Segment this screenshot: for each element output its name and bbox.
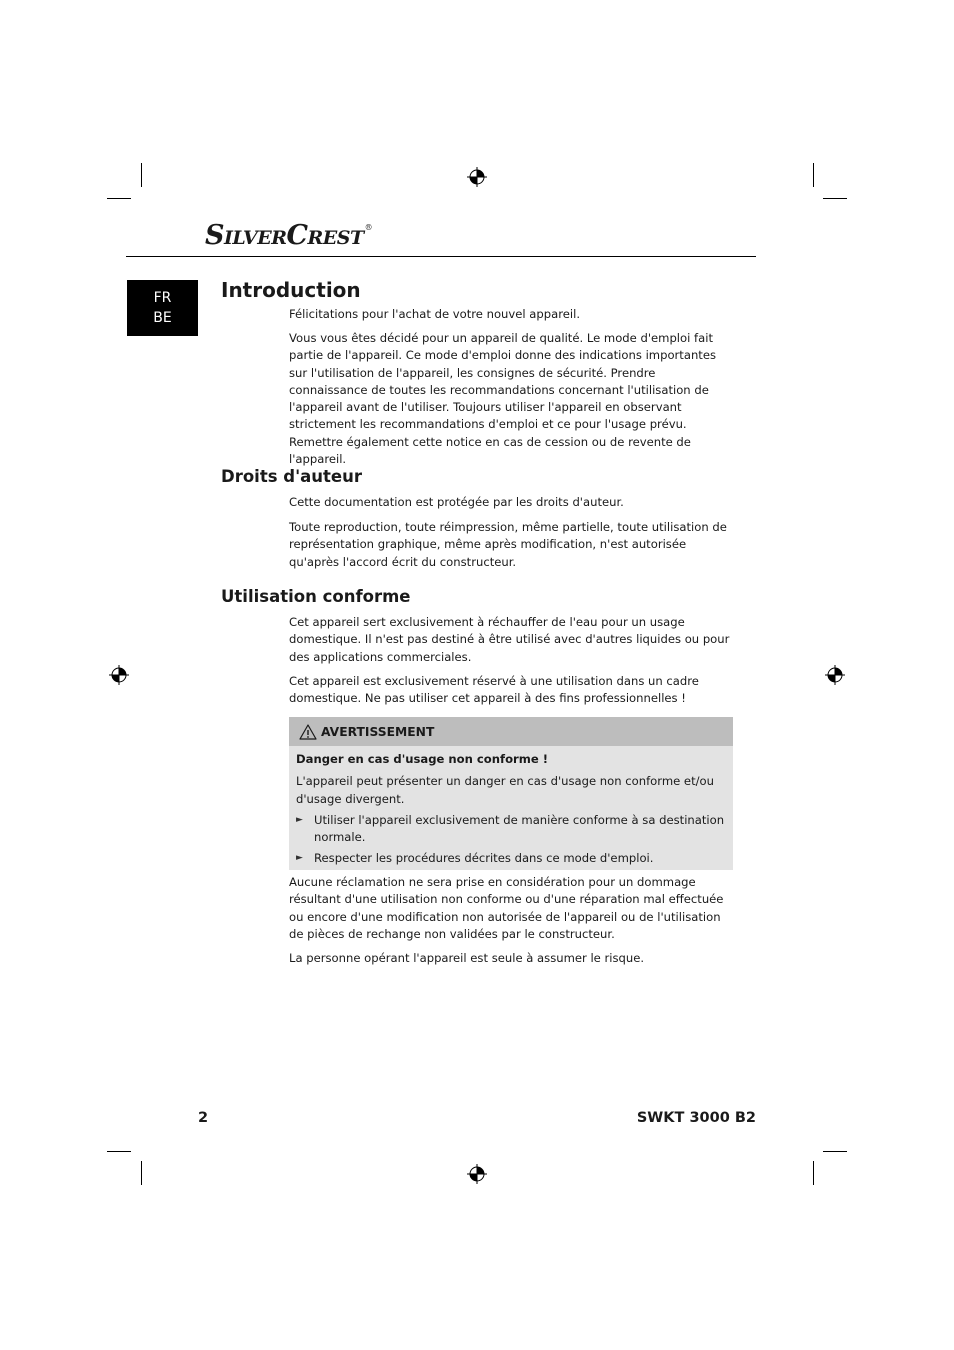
paragraph: Toute reproduction, toute réimpression, même partielle, toute utilisation de représentation graphique, même après modification, n'est autorisée qu'après l'accord écrit du constructeur. xyxy=(289,520,727,569)
crop-mark xyxy=(813,1161,814,1185)
warning-text: L'appareil peut présenter un danger en cas d'usage non conforme et/ou d'usage divergent. xyxy=(296,774,714,806)
paragraph: Cet appareil sert exclusivement à réchauffer de l'eau pour un usage domestique. Il n'est pas destiné à être utilisé avec d'autres liquides ou pour des applications commerciales. xyxy=(289,615,730,664)
section-title-copyright: Droits d'auteur xyxy=(221,467,362,486)
language-code: BE xyxy=(153,310,172,326)
registration-mark-icon xyxy=(109,665,129,685)
crop-mark xyxy=(813,163,814,187)
section-title-intended-use: Utilisation conforme xyxy=(221,587,411,606)
list-item xyxy=(296,850,725,867)
header-rule xyxy=(126,256,756,257)
warning-box xyxy=(289,717,733,870)
list-item xyxy=(296,812,725,847)
paragraph: La personne opérant l'appareil est seule à assumer le risque. xyxy=(289,951,645,965)
warning-triangle-icon xyxy=(299,724,317,740)
paragraph: Vous vous êtes décidé pour un appareil de qualité. Le mode d'emploi fait partie de l'appareil. Ce mode d'emploi donne des indications importantes sur l'utilisation de l'appareil, les consignes de sécurité. Prendre connaissance de toutes les recommandations concernant l'utilisation de l'appareil avant de l'utiliser. Toujours utiliser l'appareil en observant strictement les recommandations d'emploi et ce pour l'usage prévu. Remettre également cette notice en cas de cession ou de revente de l'appareil. xyxy=(289,331,717,467)
crop-mark xyxy=(107,198,131,199)
warning-header xyxy=(289,717,733,746)
paragraph: Aucune réclamation ne sera prise en considération pour un dommage résultant d'une utilisation non conforme ou d'une réparation mal effectuée ou encore d'une modification non autorisée de l'appareil ou de l'utilisation de pièces de rechange non validées par le constructeur. xyxy=(289,875,724,941)
model-number: SWKT 3000 B2 xyxy=(636,1110,756,1126)
warning-label: AVERTISSEMENT xyxy=(321,724,435,739)
brand-logo: SILVERCREST® xyxy=(205,220,373,251)
arrow-right-icon: ► xyxy=(296,814,303,825)
list-item-text: Respecter les procédures décrites dans ce mode d'emploi. xyxy=(314,851,654,866)
registration-mark-icon xyxy=(467,1164,487,1184)
crop-mark xyxy=(823,1151,847,1152)
language-tab xyxy=(127,280,198,336)
paragraph: Cette documentation est protégée par les droits d'auteur. xyxy=(289,495,624,509)
registration-mark-icon xyxy=(825,665,845,685)
crop-mark xyxy=(141,163,142,187)
paragraph: Félicitations pour l'achat de votre nouvel appareil. xyxy=(289,307,581,321)
section-title-introduction: Introduction xyxy=(221,278,361,302)
crop-mark xyxy=(107,1151,131,1152)
crop-mark xyxy=(823,198,847,199)
registration-mark-icon xyxy=(467,167,487,187)
warning-danger-title: Danger en cas d'usage non conforme ! xyxy=(296,752,549,766)
arrow-right-icon: ► xyxy=(296,853,303,864)
list-item-text: Utiliser l'appareil exclusivement de manière conforme à sa destination normale. xyxy=(314,812,725,845)
paragraph: Cet appareil est exclusivement réservé à une utilisation dans un cadre domestique. Ne pas utiliser cet appareil à des fins professionnelles ! xyxy=(289,674,699,706)
page-number: 2 xyxy=(198,1110,209,1126)
language-code: FR xyxy=(153,290,172,306)
crop-mark xyxy=(141,1161,142,1185)
